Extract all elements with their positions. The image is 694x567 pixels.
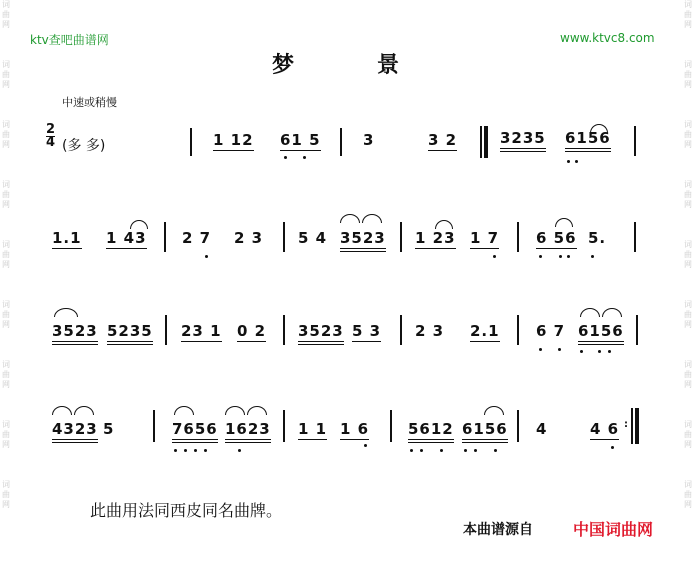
note-group: 23 1 xyxy=(181,322,222,340)
slur xyxy=(555,218,573,227)
slur xyxy=(54,308,78,317)
note-group: 1.1 xyxy=(52,229,82,247)
note-group: 1 1 xyxy=(298,420,328,438)
time-signature-numerator: 2 xyxy=(46,122,56,137)
watermark-text: 词曲网 xyxy=(2,360,10,389)
watermark-text: 词曲网 xyxy=(2,120,10,149)
note-group: 61 5 xyxy=(280,131,321,149)
slur xyxy=(362,214,382,223)
barline xyxy=(283,222,285,252)
slur xyxy=(602,308,622,317)
octave-dot xyxy=(598,350,601,353)
octave-dot xyxy=(559,255,562,258)
barline xyxy=(283,315,285,345)
watermark-text: 词曲网 xyxy=(2,240,10,269)
header-site-name[interactable]: ktv查吧曲谱网 xyxy=(30,33,109,47)
note-group: 5 4 xyxy=(298,229,328,247)
watermark-text: 词曲网 xyxy=(2,480,10,509)
barline xyxy=(634,222,636,252)
barline xyxy=(517,315,519,345)
barline xyxy=(283,410,285,442)
note-group: 3 2 xyxy=(428,131,458,149)
barline xyxy=(164,222,166,252)
octave-dot xyxy=(494,449,497,452)
octave-dot xyxy=(238,449,241,452)
note-group: 5 xyxy=(103,420,115,438)
note-group: 2.1 xyxy=(470,322,500,340)
note-group: 1623 xyxy=(225,420,271,443)
octave-dot xyxy=(567,255,570,258)
octave-dot xyxy=(493,255,496,258)
barline xyxy=(165,315,167,345)
slur xyxy=(52,406,72,415)
watermark-text: 词曲网 xyxy=(2,180,10,209)
slur xyxy=(435,220,453,229)
octave-dot xyxy=(194,449,197,452)
repeat-barline xyxy=(480,126,482,158)
performance-note: 此曲用法同西皮同名曲牌。 xyxy=(90,501,283,520)
note-group: 0 2 xyxy=(237,322,267,340)
time-signature xyxy=(46,124,55,149)
octave-dot xyxy=(364,444,367,447)
watermark-text: 词曲网 xyxy=(684,240,692,269)
repeat-barline-thick xyxy=(484,126,488,158)
octave-dot xyxy=(575,160,578,163)
note-group: 5612 xyxy=(408,420,454,443)
octave-dot xyxy=(184,449,187,452)
slur xyxy=(130,220,148,229)
note-group: 1 7 xyxy=(470,229,500,247)
tempo-marking: 中速或稍慢 xyxy=(62,96,117,109)
barline xyxy=(517,410,519,442)
note-group: 4 xyxy=(536,420,548,438)
note-group: 5235 xyxy=(107,322,153,345)
note-group: 1 23 xyxy=(415,229,456,247)
watermark-text: 词曲网 xyxy=(2,60,10,89)
watermark-text: 词曲网 xyxy=(684,60,692,89)
side-watermark-left xyxy=(0,0,12,567)
end-barline xyxy=(631,408,633,444)
octave-dot xyxy=(420,449,423,452)
octave-dot xyxy=(464,449,467,452)
octave-dot xyxy=(539,255,542,258)
watermark-text: 词曲网 xyxy=(684,360,692,389)
octave-dot xyxy=(205,255,208,258)
octave-dot xyxy=(474,449,477,452)
song-title-char-2: 景 xyxy=(377,53,400,78)
time-signature-denominator: 4 xyxy=(46,135,56,150)
octave-dot xyxy=(558,348,561,351)
song-title-char-1: 梦 xyxy=(272,53,295,78)
note-group: 4323 xyxy=(52,420,98,443)
octave-dot xyxy=(204,449,207,452)
slur xyxy=(580,308,600,317)
watermark-text: 词曲网 xyxy=(684,480,692,509)
slur xyxy=(340,214,360,223)
intro-marking: (多 多) xyxy=(62,138,106,154)
note-group: 1 43 xyxy=(106,229,147,247)
slur xyxy=(74,406,94,415)
note-group: 6156 xyxy=(462,420,508,443)
octave-dot xyxy=(591,255,594,258)
watermark-text: 词曲网 xyxy=(684,180,692,209)
note-group: 2 3 xyxy=(234,229,264,247)
side-watermark-right xyxy=(682,0,694,567)
octave-dot xyxy=(608,350,611,353)
repeat-dots: : xyxy=(624,419,628,430)
octave-dot xyxy=(580,350,583,353)
note-group: 6156 xyxy=(565,129,611,152)
note-group: 6 56 xyxy=(536,229,577,247)
source-label: 本曲谱源自 xyxy=(463,522,533,538)
octave-dot xyxy=(567,160,570,163)
barline xyxy=(400,222,402,252)
barline xyxy=(634,126,636,156)
watermark-text: 词曲网 xyxy=(2,0,10,29)
end-barline-thick xyxy=(635,408,639,444)
slur xyxy=(247,406,267,415)
octave-dot xyxy=(174,449,177,452)
barline xyxy=(517,222,519,252)
octave-dot xyxy=(611,446,614,449)
slur xyxy=(484,406,504,415)
source-site-link[interactable]: 中国词曲网 xyxy=(573,520,654,539)
barline xyxy=(400,315,402,345)
barline xyxy=(390,410,392,442)
barline xyxy=(153,410,155,442)
note-group: 7656 xyxy=(172,420,218,443)
octave-dot xyxy=(303,156,306,159)
watermark-text: 词曲网 xyxy=(684,0,692,29)
note-group: 5. xyxy=(588,229,607,247)
note-group: 6 7 xyxy=(536,322,566,340)
note-group: 1 6 xyxy=(340,420,370,438)
note-group: 2 3 xyxy=(415,322,445,340)
note-group: 6156 xyxy=(578,322,624,345)
watermark-text: 词曲网 xyxy=(684,120,692,149)
note-group: 3235 xyxy=(500,129,546,152)
header-site-url[interactable]: www.ktvc8.com xyxy=(560,31,655,45)
watermark-text: 词曲网 xyxy=(684,420,692,449)
barline xyxy=(340,128,342,156)
barline xyxy=(636,315,638,345)
note-group: 2 7 xyxy=(182,229,212,247)
watermark-text: 词曲网 xyxy=(2,420,10,449)
octave-dot xyxy=(410,449,413,452)
octave-dot xyxy=(539,348,542,351)
note-group: 3 xyxy=(363,131,375,149)
barline xyxy=(190,128,192,156)
watermark-text: 词曲网 xyxy=(684,300,692,329)
octave-dot xyxy=(440,449,443,452)
octave-dot xyxy=(284,156,287,159)
note-group: 3523 xyxy=(52,322,98,345)
watermark-text: 词曲网 xyxy=(2,300,10,329)
note-group: 3523 xyxy=(298,322,344,345)
slur xyxy=(590,124,608,133)
slur xyxy=(225,406,245,415)
note-group: 1 12 xyxy=(213,131,254,149)
note-group: 4 6 xyxy=(590,420,620,438)
note-group: 3523 xyxy=(340,229,386,252)
slur xyxy=(174,406,194,415)
note-group: 5 3 xyxy=(352,322,382,340)
